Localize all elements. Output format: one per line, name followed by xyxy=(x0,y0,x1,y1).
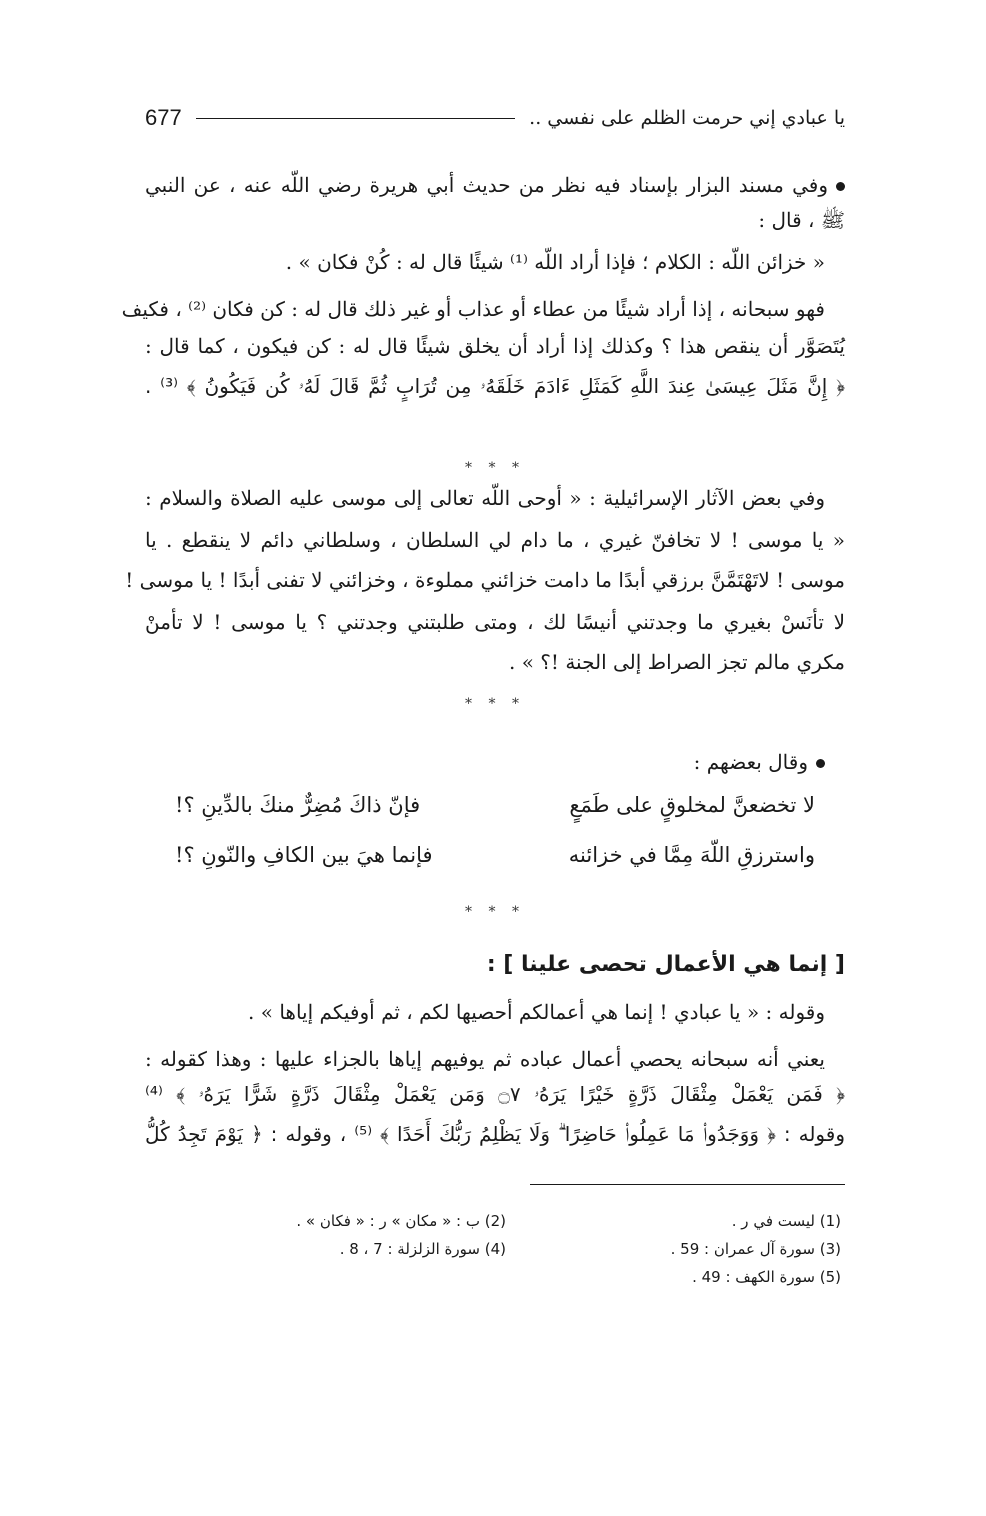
footnote: (2) ب : « مكان » ر : « فكان » . xyxy=(296,1212,506,1230)
text-line: وفي بعض الآثار الإسرائيلية : « أوحى اللّه تعالى إلى موسى عليه الصلاة والسلام : xyxy=(145,486,825,510)
footnote: (4) سورة الزلزلة : 7 ، 8 . xyxy=(339,1240,506,1258)
footnote: (1) ليست في ر . xyxy=(731,1212,841,1230)
poem-line xyxy=(175,835,815,875)
bullet-icon xyxy=(816,759,825,768)
section-separator: * * * xyxy=(465,696,525,712)
quran-verse-line: وقوله : ﴿ وَوَجَدُوا۟ مَا عَمِلُوا۟ حَاضِرًا ۗ وَلَا يَظْلِمُ رَبُّكَ أَحَدًا ﴾ ⁽⁵⁾ ، وقوله : ﴿ يَوْمَ تَجِدُ كُلُّ xyxy=(145,1122,845,1146)
poem-hemistich: واسترزقِ اللّهَ مِمَّا في خزائنه xyxy=(568,843,815,867)
poem-line xyxy=(175,785,815,825)
text-line: ﷺ ، قال : xyxy=(758,208,845,232)
poem-hemistich: لا تخضعنَّ لمخلوقٍ على طَمَعٍ xyxy=(569,793,815,817)
footnote: (5) سورة الكهف : 49 . xyxy=(692,1268,841,1286)
text-line: فهو سبحانه ، إذا أراد شيئًا من عطاء أو عذاب أو غير ذلك قال له : كن فكان ⁽²⁾ ، فكيف xyxy=(121,297,825,321)
text-line: يُتَصَوَّر أن ينقص هذا ؟ وكذلك إذا أراد أن يخلق شيئًا قال له : كن فيكون ، كما قال : xyxy=(145,334,845,358)
poem-hemistich: فإنّ ذاكَ مُضِرٌّ منكَ بالدِّينِ ؟! xyxy=(175,793,421,817)
text-line: لا تأنَسْ بغيري ما وجدتني أنيسًا لك ، ومتى طلبتني وجدتني ؟ يا موسى ! لا تأمنْ xyxy=(145,610,845,634)
text-line: مكري مالم تجز الصراط إلى الجنة !؟ » . xyxy=(509,650,845,674)
text-line: « خزائن اللّه : الكلام ؛ فإذا أراد اللّه ⁽¹⁾ شيئًا قال له : كُنْ فكان » . xyxy=(285,250,825,274)
running-title: يا عبادي إني حرمت الظلم على نفسي .. xyxy=(529,107,845,129)
page-number: 677 xyxy=(145,105,182,130)
text-line: موسى ! لاتَهْتَمَّنَّ برزقي أبدًا ما دامت خزائني مملوءة ، وخزائني لا تفنى أبدًا ! يا موسى ! xyxy=(125,568,845,592)
footnote: (3) سورة آل عمران : 59 . xyxy=(670,1240,841,1258)
text-line: « يا موسى ! لا تخافنّ غيري ، ما دام لي السلطان ، وسلطاني دائم لا ينقطع . يا xyxy=(145,528,846,552)
text-line: وقوله : « يا عبادي ! إنما هي أعمالكم أحصيها لكم ، ثم أوفيكم إياها » . xyxy=(248,1000,825,1024)
text-line: يعني أنه سبحانه يحصي أعمال عباده ثم يوفيهم إياها بالجزاء عليها : وهذا كقوله : xyxy=(145,1047,825,1071)
text-line: وقال بعضهم : xyxy=(145,743,825,781)
quran-verse-line: ﴿ فَمَن يَعْمَلْ مِثْقَالَ ذَرَّةٍ خَيْرًا يَرَهُۥ ۝٧ وَمَن يَعْمَلْ مِثْقَالَ ذَرَّةٍ شَرًّا يَرَهُۥ ﴾ ⁽⁴⁾ xyxy=(145,1082,845,1106)
text-line: وفي مسند البزار بإسناد فيه نظر من حديث أبي هريرة رضي اللّه عنه ، عن النبي xyxy=(145,166,845,204)
section-separator: * * * xyxy=(465,460,525,476)
footnote-rule xyxy=(530,1184,845,1185)
bullet-icon xyxy=(836,182,845,191)
section-heading: [ إنما هي الأعمال تحصى علينا ] : xyxy=(486,952,845,977)
quran-verse-line: ﴿ إِنَّ مَثَلَ عِيسَىٰ عِندَ اللَّهِ كَمَثَلِ ءَادَمَ خَلَقَهُۥ مِن تُرَابٍ ثُمَّ قَالَ لَهُۥ كُن فَيَكُونُ ﴾ ⁽³⁾ . xyxy=(145,374,845,398)
poem-hemistich: فإنما هيَ بين الكافِ والنّونِ ؟! xyxy=(175,843,433,867)
section-separator: * * * xyxy=(465,904,525,920)
